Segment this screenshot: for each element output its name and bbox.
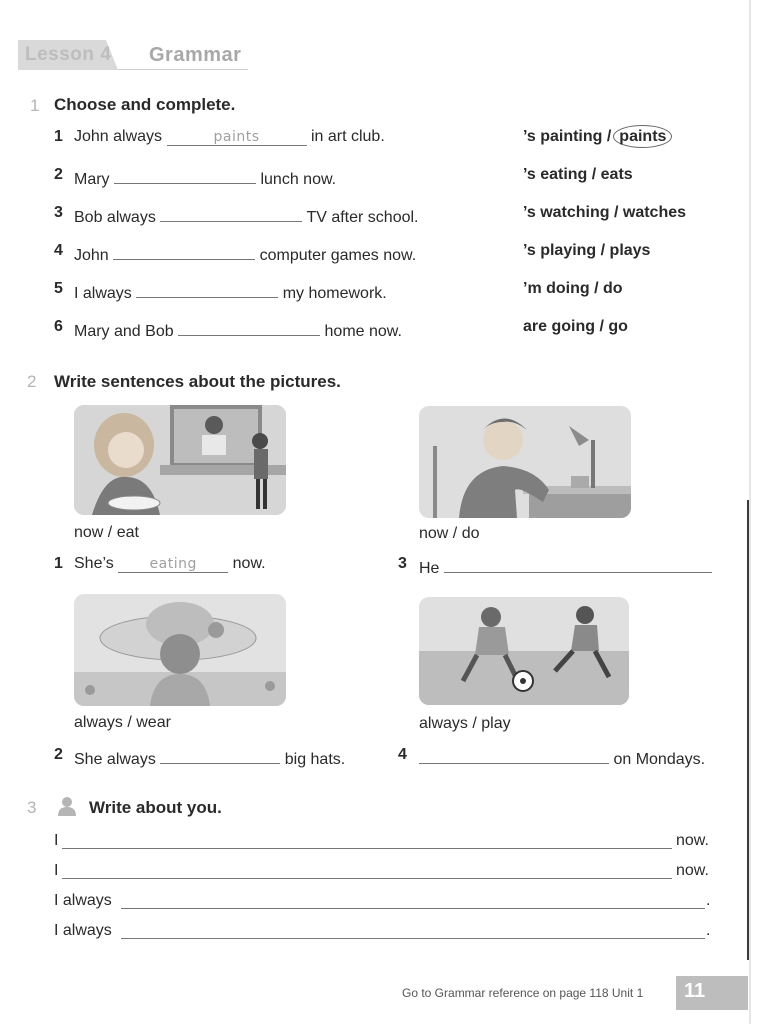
page-number: 11 [684, 980, 706, 1002]
picture-girl-eating [74, 405, 286, 515]
boys-football-illustration [419, 597, 629, 705]
item-text-after: my homework. [282, 285, 387, 302]
item-options: ’s watching / watches [523, 204, 687, 221]
section-3-number: 3 [27, 798, 37, 817]
item-text-after: now. [232, 555, 266, 572]
picture-caption: now / eat [74, 524, 139, 541]
header-divider [118, 69, 248, 70]
item-text-before: She’s [74, 555, 114, 572]
exercise-1-item-1 [74, 128, 385, 146]
item-text-after: in art club. [310, 128, 385, 145]
section-2-number: 2 [27, 372, 37, 391]
picture-caption: always / wear [74, 714, 171, 731]
circled-option: paints [613, 125, 672, 148]
write-line-4[interactable] [121, 938, 705, 939]
page-edge-shadow [747, 500, 749, 960]
exercise-2-item-4 [419, 746, 705, 769]
line-start: I [54, 832, 59, 849]
page-title: Grammar [149, 44, 242, 66]
item-number: 2 [54, 746, 63, 763]
item-options [523, 128, 672, 146]
exercise-2-item-3 [419, 555, 712, 578]
write-line-3[interactable] [121, 908, 705, 909]
item-text-before: John always [74, 128, 163, 145]
item-options: ’s playing / plays [523, 242, 651, 259]
item-number: 1 [54, 128, 63, 145]
line-start: I always [54, 892, 112, 909]
section-1-title: Choose and complete. [54, 95, 236, 114]
line-end: . [706, 922, 711, 939]
answer-blank[interactable] [114, 166, 256, 184]
line-end: . [706, 892, 711, 909]
item-text-after: home now. [324, 323, 402, 340]
picture-caption: always / play [419, 715, 511, 732]
line-start: I [54, 862, 59, 879]
answer-blank[interactable] [160, 204, 302, 222]
item-options: ’m doing / do [523, 280, 623, 297]
item-number: 4 [398, 746, 407, 763]
item-number: 1 [54, 555, 63, 572]
exercise-1-item-2 [74, 166, 336, 189]
item-text-after: computer games now. [259, 247, 417, 264]
item-text-before: He [419, 560, 440, 577]
item-text-before: Bob always [74, 209, 156, 226]
answer-blank[interactable] [160, 746, 280, 764]
item-number: 2 [54, 166, 63, 183]
exercise-1-item-5 [74, 280, 387, 303]
section-1-number: 1 [30, 96, 40, 115]
section-3-title: Write about you. [89, 798, 222, 817]
item-text-before: Mary and Bob [74, 323, 174, 340]
answer-blank[interactable] [167, 128, 307, 146]
item-text-after: big hats. [284, 751, 346, 768]
picture-boy-homework [419, 406, 631, 518]
girl-hat-illustration [74, 594, 286, 706]
exercise-1-item-3 [74, 204, 418, 227]
picture-boys-football [419, 597, 629, 705]
answer-blank[interactable] [444, 555, 712, 573]
item-text-before: Mary [74, 171, 110, 188]
exercise-1-item-6 [74, 318, 402, 341]
boy-homework-illustration [419, 406, 631, 518]
answer-blank[interactable] [136, 280, 278, 298]
item-number: 3 [398, 555, 407, 572]
picture-girl-hat [74, 594, 286, 706]
item-number: 3 [54, 204, 63, 221]
answer-blank[interactable] [113, 242, 255, 260]
item-options: ’s eating / eats [523, 166, 633, 183]
answer-text: eating [149, 556, 197, 572]
answer-text: paints [213, 129, 260, 145]
item-text-after: lunch now. [260, 171, 337, 188]
answer-blank[interactable] [419, 746, 609, 764]
person-icon [58, 796, 76, 816]
girl-eating-illustration [74, 405, 286, 515]
item-text-after: on Mondays. [613, 751, 706, 768]
page-edge [749, 0, 751, 1024]
item-number: 5 [54, 280, 63, 297]
answer-blank[interactable] [178, 318, 320, 336]
line-end: now. [676, 832, 709, 849]
item-text-before: I always [74, 285, 132, 302]
exercise-2-item-2 [74, 746, 345, 769]
footer-reference: Go to Grammar reference on page 118 Unit 1 [402, 986, 644, 1000]
item-options: are going / go [523, 318, 628, 335]
item-number: 4 [54, 242, 63, 259]
line-end: now. [676, 862, 709, 879]
item-text-after: TV after school. [306, 209, 419, 226]
item-number: 6 [54, 318, 63, 335]
item-text-before: John [74, 247, 109, 264]
exercise-1-item-4 [74, 242, 416, 265]
line-start: I always [54, 922, 112, 939]
write-line-1[interactable] [62, 848, 672, 849]
lesson-label: Lesson 4 [25, 44, 112, 65]
picture-caption: now / do [419, 525, 480, 542]
option-a: ’s painting / [523, 128, 612, 145]
answer-blank[interactable] [118, 555, 228, 573]
item-text-before: She always [74, 751, 156, 768]
section-2-title: Write sentences about the pictures. [54, 372, 341, 391]
write-line-2[interactable] [62, 878, 672, 879]
exercise-2-item-1 [74, 555, 266, 573]
